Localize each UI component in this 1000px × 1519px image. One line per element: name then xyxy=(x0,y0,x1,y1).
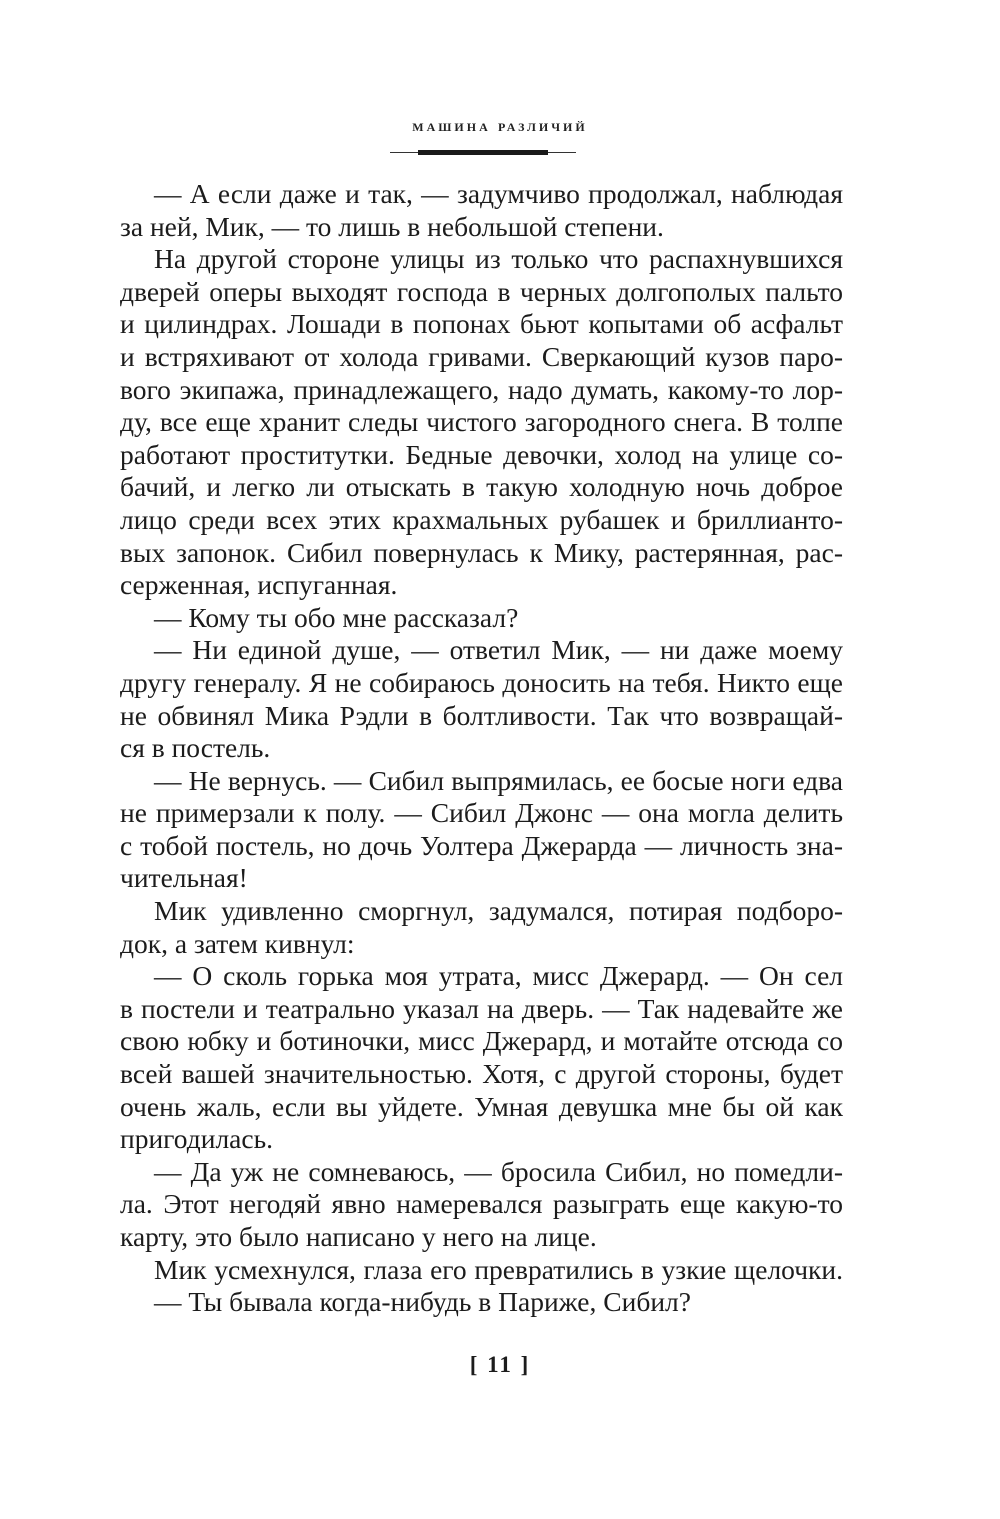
text-line: чительная! xyxy=(120,862,248,894)
text-line: — А если даже и так, — задумчиво продолжал, наблюдая xyxy=(154,178,843,209)
text-line: док, а затем кивнул: xyxy=(120,927,355,959)
text-line: в постели и театрально указал на дверь. — Так надевайте же xyxy=(120,992,843,1024)
text-line: вого экипажа, принадлежащего, надо думать, какому-то лор- xyxy=(120,373,843,405)
text-line: ду, все еще хранит следы чистого загородного снега. В толпе xyxy=(120,406,843,438)
text-line: не обвинял Мика Рэдли в болтливости. Так что возвращай- xyxy=(120,699,843,731)
text-line: — О сколь горька моя утрата, мисс Джерард. — Он сел xyxy=(154,960,843,992)
text-line: лицо среди всех этих крахмальных рубашек и бриллианто- xyxy=(120,503,843,535)
text-line: Мик удивленно сморгнул, задумался, потирая подборо- xyxy=(154,895,843,927)
text-line: не примерзали к полу. — Сибил Джонс — она могла делить xyxy=(120,797,843,829)
text-line: с тобой постель, но дочь Уолтера Джерарда — личность зна- xyxy=(120,829,843,861)
text-line: пригодилась. xyxy=(120,1123,273,1155)
text-line: — Кому ты обо мне рассказал? xyxy=(154,601,519,633)
text-line: всей вашей значительностью. Хотя, с другой стороны, будет xyxy=(120,1058,843,1090)
text-line: за ней, Мик, — то лишь в небольшой степени. xyxy=(120,210,664,242)
page-number: [ 11 ] xyxy=(469,1352,531,1377)
text-line: дверей оперы выходят господа в черных долгополых пальто xyxy=(120,275,843,307)
text-line: и встряхивают от холода гривами. Сверкающий кузов паро- xyxy=(120,340,843,372)
text-line: карту, это было написано у него на лице. xyxy=(120,1221,597,1252)
text-line: — Не вернусь. — Сибил выпрямилась, ее босые ноги едва xyxy=(154,764,843,796)
text-line: — Ты бывала когда-нибудь в Париже, Сибил? xyxy=(154,1286,691,1318)
text-line: работают проститутки. Бедные девочки, холод на улице со- xyxy=(120,438,843,470)
text-line: и цилиндрах. Лошади в попонах бьют копытами об асфальт xyxy=(120,308,843,340)
text-line: — Да уж не сомневаюсь, — бросила Сибил, но помедли- xyxy=(154,1155,843,1187)
text-line: другу генералу. Я не собираюсь доносить на тебя. Никто еще xyxy=(120,666,843,698)
text-line: очень жаль, если вы уйдете. Умная девушка мне бы ой как xyxy=(120,1090,843,1122)
text-line: вых запонок. Сибил повернулась к Мику, растерянная, рас- xyxy=(120,536,843,568)
text-line: — Ни единой душе, — ответил Мик, — ни даже моему xyxy=(154,634,843,666)
text-line: бачий, и легко ли отыскать в такую холодную ночь доброе xyxy=(120,471,843,503)
text-line: Мик усмехнулся, глаза его превратились в узкие щелочки. xyxy=(154,1253,843,1285)
body-text xyxy=(120,178,843,1319)
text-line: ла. Этот негодяй явно намеревался разыграть еще какую-то xyxy=(120,1188,843,1220)
running-head-rule-accent xyxy=(418,150,548,155)
text-line: На другой стороне улицы из только что распахнувшихся xyxy=(154,243,843,275)
text-line: серженная, испуганная. xyxy=(120,569,398,601)
text-line: ся в постель. xyxy=(120,732,271,764)
running-head: машина различий xyxy=(412,116,588,135)
text-line: свою юбку и ботиночки, мисс Джерард, и мотайте отсюда со xyxy=(120,1025,843,1057)
